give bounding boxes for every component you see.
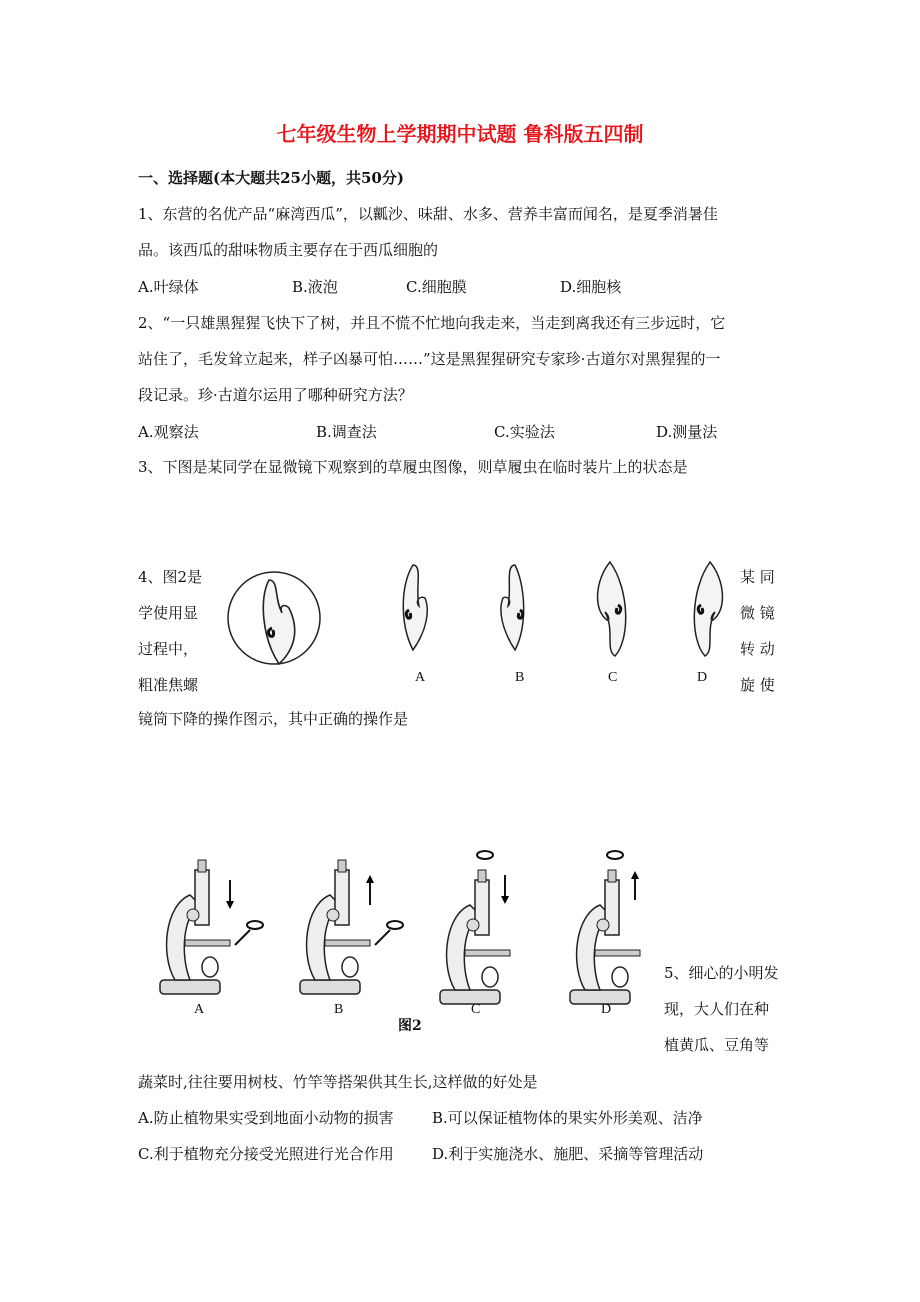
paramecium-a [403,565,427,650]
q4-text: 学使用显 [138,604,199,622]
paramecium-options-figure [385,560,745,685]
figure2-label-b: B [334,1002,344,1017]
figure-label-d: D [697,670,708,685]
q4-text: 转 动 [740,640,775,658]
paramecium-c [598,562,626,656]
q4-text: 4、图2是 [138,568,203,586]
microscope-a [160,860,263,994]
q1-option-d: D.细胞核 [560,278,622,296]
q1-text: 1、东营的名优产品“麻湾西瓜”，以瓤沙、味甜、水多、营养丰富而闻名，是夏季消暑佳 [138,205,718,223]
q2-option-c: C.实验法 [494,423,555,441]
q5-text: 现，大人们在种 [664,1000,770,1018]
paramecium-b [501,565,524,650]
q5-text: 5、细心的小明发 [664,964,779,982]
q2-option-a: A.观察法 [138,423,199,441]
figure-label-b: B [515,670,525,685]
q2-option-b: B.调查法 [316,423,377,441]
q5-text: 蔬菜时,往往要用树枝、竹竿等搭架供其生长,这样做的好处是 [138,1073,538,1091]
q5-option-d: D.利于实施浇水、施肥、采摘等管理活动 [432,1145,704,1163]
microscope-figure [150,845,650,1005]
figure2-label-d: D [601,1002,612,1017]
microscope-d [570,851,640,1004]
paramecium-view-circle [224,558,324,688]
q4-text: 过程中， [138,640,199,658]
q1-option-c: C.细胞膜 [406,278,467,296]
q2-option-d: D.测量法 [656,423,718,441]
figure2-label-a: A [194,1002,205,1017]
figure-label-c: C [608,670,618,685]
q2-text: 段记录。珍·古道尔运用了哪种研究方法？ [138,386,413,404]
q2-text: 站住了，毛发耸立起来，样子凶暴可怕……”这是黑猩猩研究专家珍·古道尔对黑猩猩的一 [138,350,721,368]
q4-text: 微 镜 [740,604,775,622]
q1-option-b: B.液泡 [292,278,338,296]
q1-text: 品。该西瓜的甜味物质主要存在于西瓜细胞的 [138,241,439,259]
q4-text: 镜筒下降的操作图示，其中正确的操作是 [138,710,409,728]
q4-text: 旋 使 [740,676,775,694]
figure2-caption: 图2 [398,1018,422,1034]
q5-option-a: A.防止植物果实受到地面小动物的损害 [138,1109,394,1127]
figure2-label-c: C [471,1002,481,1017]
q5-option-c: C.利于植物充分接受光照进行光合作用 [138,1145,394,1163]
q3-text: 3、下图是某同学在显微镜下观察到的草履虫图像，则草履虫在临时装片上的状态是 [138,458,688,476]
microscope-b [300,860,403,994]
q5-text: 植黄瓜、豆角等 [664,1036,770,1054]
q4-text: 某 同 [740,568,775,586]
q4-text: 粗准焦螺 [138,676,199,694]
microscope-c [440,851,510,1004]
paramecium-d [694,562,722,656]
section-heading: 一、选择题(本大题共25小题，共50分) [138,169,404,187]
q1-option-a: A.叶绿体 [138,278,199,296]
figure-label-a: A [415,670,426,685]
q2-text: 2、“一只雄黑猩猩飞快下了树，并且不慌不忙地向我走来，当走到离我还有三步远时，它 [138,314,726,332]
q5-option-b: B.可以保证植物体的果实外形美观、洁净 [432,1109,703,1127]
document-title: 七年级生物上学期期中试题 鲁科版五四制 [276,122,644,146]
